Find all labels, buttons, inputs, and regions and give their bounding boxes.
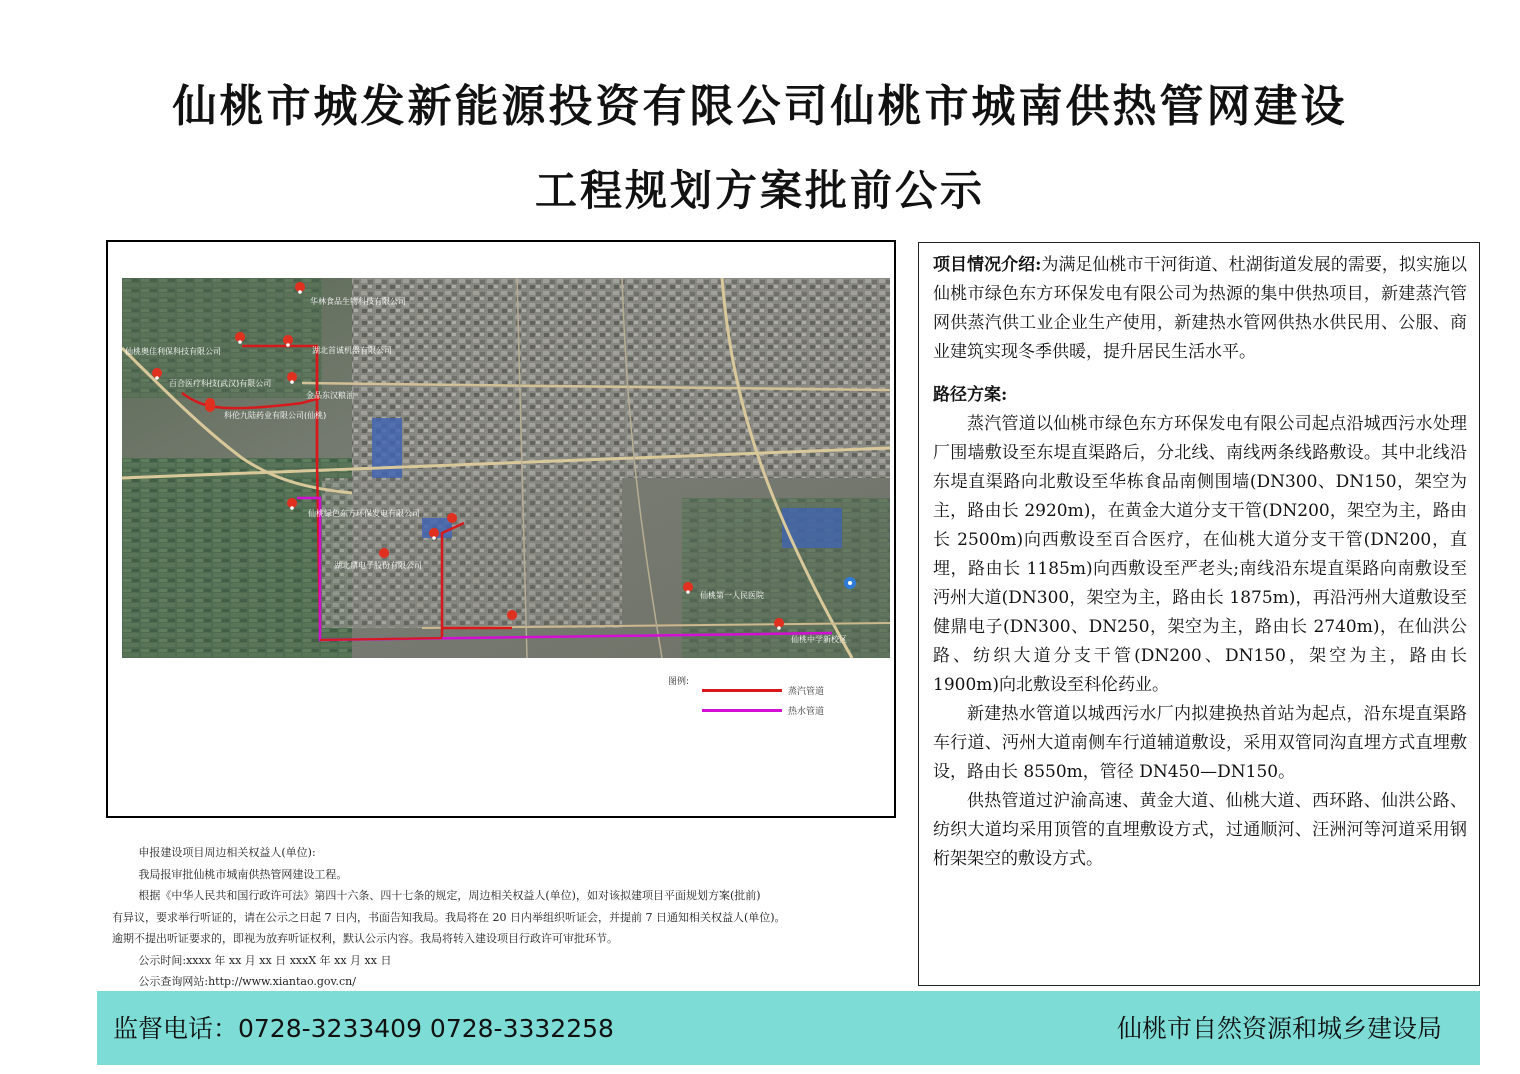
- marker-label: 仙桃奥佳利保科技有限公司: [125, 347, 221, 356]
- marker-label: 湖北首诚机器有限公司: [312, 346, 392, 355]
- footer-bar: [97, 991, 1480, 1065]
- steam-line-swatch: [702, 689, 782, 692]
- route-heading: 路径方案:: [933, 385, 1008, 405]
- crossing-paragraph: 供热管道过沪渝高速、黄金大道、仙桃大道、西环路、仙洪公路、纺织大道均采用顶管的直埋敷设方式，过通顺河、汪洲河等河道采用钢桁架架空的敷设方式。: [933, 791, 1467, 869]
- location-pin-icon: [844, 577, 856, 589]
- project-info-panel: [918, 242, 1480, 986]
- hotwater-line-swatch: [702, 709, 782, 712]
- notice-title-line2: 工程规划方案批前公示: [534, 166, 985, 215]
- marker-label: 仙桃第一人民医院: [700, 591, 764, 600]
- marker-label: 仙桃中学新校区: [791, 635, 847, 644]
- marker-label: 仙桃绿色东方环保发电有限公司: [308, 509, 420, 518]
- intro-text: 为满足仙桃市干河街道、杜湖街道发展的需要，拟实施以仙桃市绿色东方环保发电有限公司为热源的集中供热项目，新建蒸汽管网供蒸汽供工业企业生产使用，新建热水管网供热水供民用、公服、商业建筑实现冬季供暖，提升居民生活水平。: [933, 255, 1468, 362]
- hearing-notice: [112, 842, 912, 993]
- marker-label: 华林食品生物科技有限公司: [310, 297, 406, 306]
- notice-title-line1: 仙桃市城发新能源投资有限公司仙桃市城南供热管网建设: [172, 81, 1348, 132]
- notice-time: 公示时间:xxxx 年 xx 月 xx 日 xxxX 年 xx 月 xx 日: [138, 953, 392, 967]
- hotwater-route-paragraph: 新建热水管道以城西污水厂内拟建换热首站为起点，沿东堤直渠路车行道、沔州大道南侧车行道辅道敷设，采用双管同沟直埋方式直埋敷设，路由长 8550m，管径 DN450—DN150。: [933, 704, 1467, 782]
- legend-title: 图例:: [668, 677, 690, 687]
- notice-line: 有异议，要求举行听证的，请在公示之日起 7 日内，书面告知我局。我局将在 20 日内举组织听证会，并提前 7 日通知相关权益人(单位)。: [112, 910, 786, 924]
- notice-line: 申报建设项目周边相关权益人(单位):: [138, 846, 316, 859]
- map-panel: [106, 240, 896, 818]
- notice-line: 根据《中华人民共和国行政许可法》第四十六条、四十七条的规定，周边相关权益人(单位)，如对该拟建项目平面规划方案(批前): [138, 889, 761, 902]
- map-legend: [668, 668, 868, 728]
- marker-label: 湖北鼎电子股份有限公司: [334, 561, 422, 570]
- issuing-authority: 仙桃市自然资源和城乡建设局: [1116, 1014, 1442, 1043]
- marker-label: 百合医疗科技(武汉)有限公司: [169, 379, 272, 388]
- notice-line: 我局报审批仙桃市城南供热管网建设工程。: [138, 867, 348, 881]
- marker-label: 科伦九陆药业有限公司(仙桃): [224, 411, 327, 420]
- satellite-map: [122, 278, 890, 658]
- legend-item-steam: [702, 684, 882, 696]
- legend-item-hotwater: [702, 704, 882, 716]
- notice-website: 公示查询网站:http://www.xiantao.gov.cn/: [138, 975, 356, 988]
- notice-line: 逾期不提出听证要求的，即视为放弃听证权利，默认公示内容。我局将转入建设项目行政许可审批环节。: [112, 932, 618, 945]
- marker-label: 金品东汉粮油: [306, 391, 354, 400]
- map-svg: [122, 278, 890, 658]
- intro-heading: 项目情况介绍:: [933, 255, 1042, 275]
- intro-paragraph: [933, 251, 1467, 367]
- supervision-phone: 监督电话：0728-3233409 0728-3332258: [113, 1014, 614, 1043]
- legend-label: 热水管道: [788, 707, 825, 717]
- legend-label: 蒸汽管道: [788, 687, 825, 697]
- steam-route-paragraph: 蒸汽管道以仙桃市绿色东方环保发电有限公司起点沿城西污水处理厂围墙敷设至东堤直渠路后，分北线、南线两条线路敷设。其中北线沿东堤直渠路向北敷设至华栋食品南侧围墙(DN300、DN150，架空为主，路由长 2920m)，在黄金大道分支干管(DN200，架空为主，路由长 2500m)向西敷设至百合医疗，在仙桃大道分支干管(DN200，直埋，路由长 1185m)向西敷设至严老头;南线沿东堤直渠路向南敷设至沔州大道(DN300，架空为主，路由长 1875m)，再沿沔州大道敷设至健鼎电子(DN300、DN250，架空为主，路由长 2740m)，在仙洪公路、纺织大道分支干管(DN200、DN150，架空为主，路由长 1900m)向北敷设至科伦药业。: [933, 414, 1467, 695]
